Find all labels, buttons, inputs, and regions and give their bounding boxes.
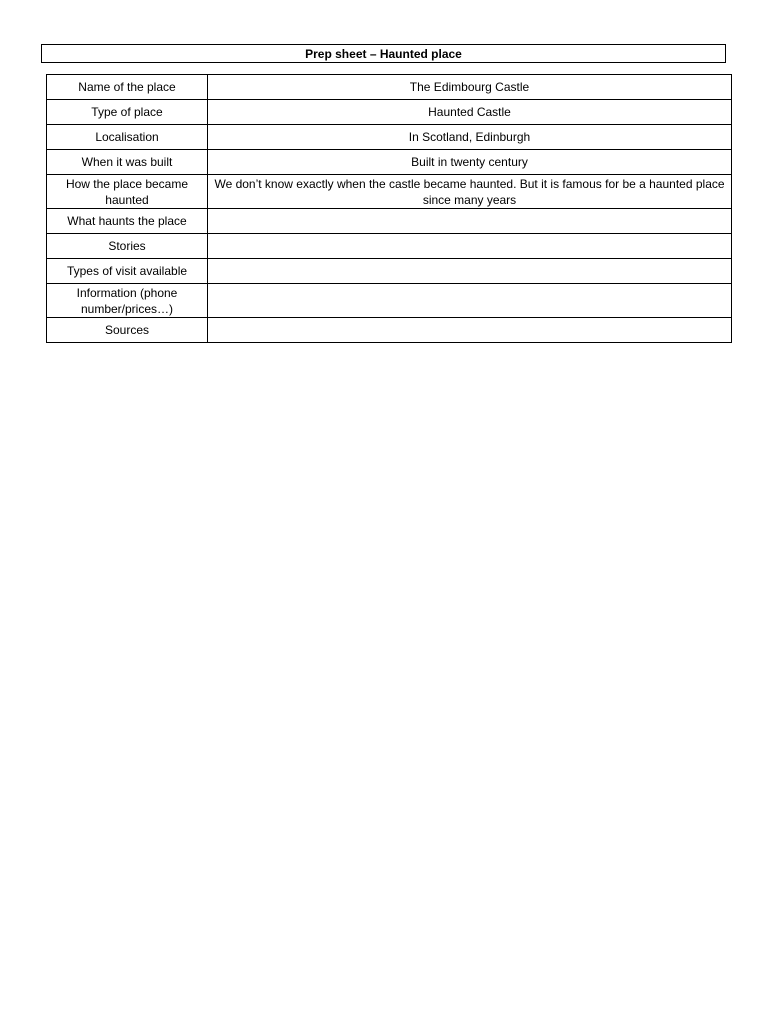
- table-row-localisation: [47, 125, 732, 150]
- row-value-built: Built in twenty century: [208, 150, 732, 175]
- row-value-what-haunts: [208, 209, 732, 234]
- row-label-information: Information (phone number/prices…): [47, 284, 208, 318]
- row-value-type: Haunted Castle: [208, 100, 732, 125]
- table-row-became-haunted: [47, 175, 732, 209]
- table-row-visit-types: [47, 259, 732, 284]
- table-row-sources: [47, 318, 732, 343]
- row-value-localisation: In Scotland, Edinburgh: [208, 125, 732, 150]
- prep-sheet-table: [46, 74, 732, 343]
- row-label-stories: Stories: [47, 234, 208, 259]
- row-label-what-haunts: What haunts the place: [47, 209, 208, 234]
- row-label-became-haunted: How the place became haunted: [47, 175, 208, 209]
- row-label-sources: Sources: [47, 318, 208, 343]
- row-value-became-haunted: We don’t know exactly when the castle became haunted. But it is famous for be a haunted place since many years: [208, 175, 732, 209]
- row-label-built: When it was built: [47, 150, 208, 175]
- table-row-information: [47, 284, 732, 318]
- document-title: Prep sheet – Haunted place: [41, 44, 726, 63]
- row-label-type: Type of place: [47, 100, 208, 125]
- row-label-localisation: Localisation: [47, 125, 208, 150]
- table-row-type: [47, 100, 732, 125]
- row-value-stories: [208, 234, 732, 259]
- table-row-what-haunts: [47, 209, 732, 234]
- row-value-information: [208, 284, 732, 318]
- table-row-name: [47, 75, 732, 100]
- row-label-name: Name of the place: [47, 75, 208, 100]
- row-value-visit-types: [208, 259, 732, 284]
- table-row-stories: [47, 234, 732, 259]
- row-value-name: The Edimbourg Castle: [208, 75, 732, 100]
- row-label-visit-types: Types of visit available: [47, 259, 208, 284]
- row-value-sources: [208, 318, 732, 343]
- table-row-built: [47, 150, 732, 175]
